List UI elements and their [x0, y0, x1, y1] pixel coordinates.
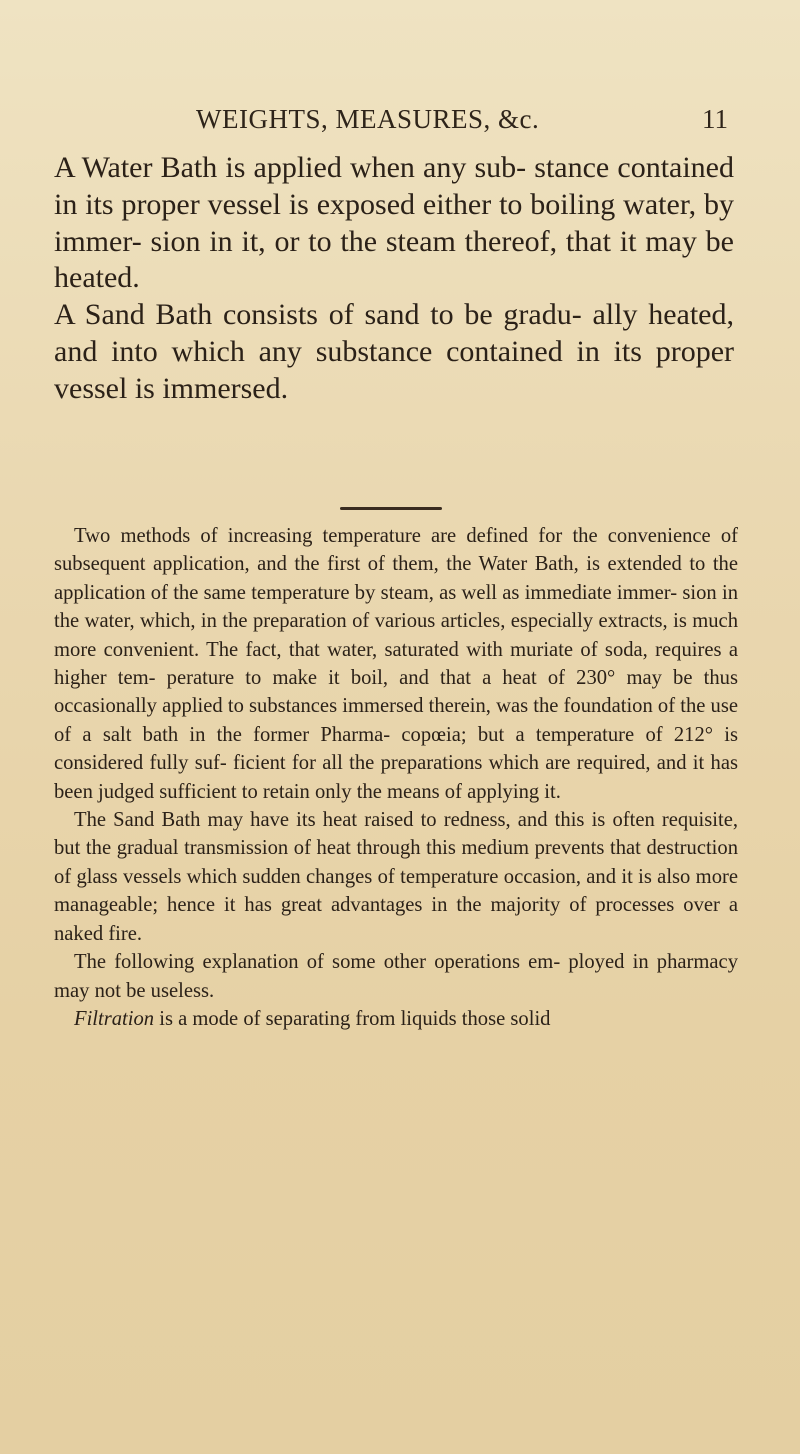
commentary-paragraph-filtration — [54, 1005, 738, 1033]
commentary-paragraph-operations: The following explanation of some other operations em- ployed in pharmacy may not be useless. — [54, 951, 738, 1002]
running-head-title: WEIGHTS, MEASURES, &c. — [196, 104, 540, 134]
running-head — [0, 104, 800, 140]
commentary-paragraph-methods: Two methods of increasing temperature are defined for the convenience of subsequent application, and the first of them, the Water Bath, is extended to the application of the same temperature by steam, as well as immediate immer- sion in the water, which, in the preparation of various articles, especially extracts, is much more convenient. The fact, that water, saturated with muriate of soda, requires a higher tem- perature to make it boil, and that a heat of 230° may be thus occasionally applied to substances immersed therein, was the foundation of the use of a salt bath in the former Pharma- copœia; but a temperature of 212° is considered fully suf- ficient for all the preparations which are required, and it has been judged sufficient to retain only the means of applying it. — [54, 525, 738, 803]
section-divider-rule — [340, 507, 442, 510]
filtration-text: is a mode of separating from liquids those solid — [154, 1007, 551, 1030]
definitions-section — [54, 150, 734, 408]
commentary-section — [54, 522, 738, 1033]
filtration-term: Filtration — [74, 1007, 155, 1030]
page-number: 11 — [702, 104, 728, 134]
commentary-paragraph-sand-bath: The Sand Bath may have its heat raised to redness, and this is often requisite, but the gradual transmission of heat through this medium prevents that destruction of glass vessels which sudden changes of temperature occasion, and it is also more manageable; hence it has great advantages in the majority of processes over a naked fire. — [54, 809, 738, 945]
sand-bath-definition: A Sand Bath consists of sand to be gradu- ally heated, and into which any substance contained in its proper vessel is immersed. — [54, 298, 734, 405]
water-bath-definition: A Water Bath is applied when any sub- stance contained in its proper vessel is exposed either to boiling water, by immer- sion in it, or to the steam thereof, that it may be heated. — [54, 151, 734, 295]
